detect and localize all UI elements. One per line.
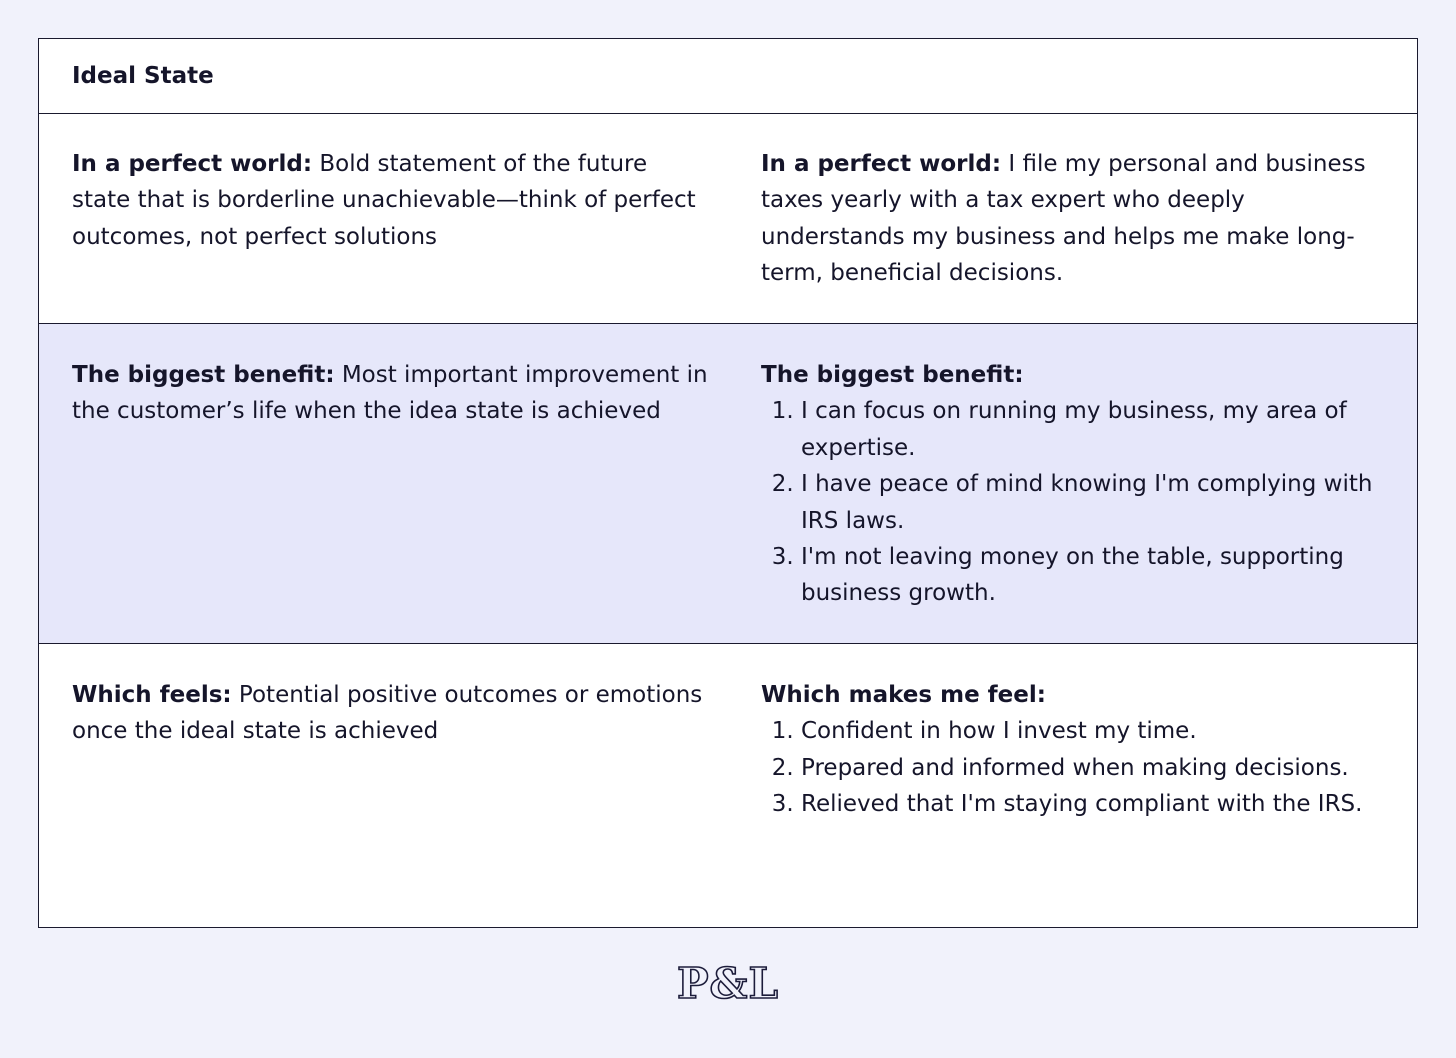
row-description: Potential positive outcomes or emotions once the ideal state is achieved — [72, 682, 703, 745]
list-item: 2. I have peace of mind knowing I'm complying with IRS laws. — [801, 466, 1387, 539]
row-description: Bold statement of the future state that is borderline unachievable—think of perfect outcomes, not perfect solutions — [72, 151, 696, 250]
row-label: The biggest benefit: — [72, 362, 335, 388]
list-item: 2. Prepared and informed when making decisions. — [801, 750, 1387, 786]
example-label: Which makes me feel: — [761, 682, 1046, 708]
example-label: In a perfect world: — [761, 151, 1002, 177]
row-description: Most important improvement in the customer’s life when the idea state is achieved — [72, 362, 708, 425]
description-cell — [39, 324, 728, 643]
table-row — [39, 644, 1417, 925]
table-title: Ideal State — [72, 63, 214, 89]
table-row — [39, 324, 1417, 644]
list-item: 1. I can focus on running my business, my area of expertise. — [801, 393, 1387, 466]
row-label: In a perfect world: — [72, 151, 313, 177]
description-cell — [39, 114, 728, 323]
example-text: I file my personal and business taxes yearly with a tax expert who deeply understands my business and helps me make long-term, beneficial decisions. — [761, 151, 1366, 287]
pl-logo — [0, 958, 1456, 1010]
example-label: The biggest benefit: — [761, 362, 1024, 388]
logo-text: P&L — [676, 959, 780, 1008]
list-item: 3. Relieved that I'm staying compliant with the IRS. — [801, 786, 1387, 822]
example-cell — [728, 114, 1417, 323]
table-header — [39, 39, 1417, 114]
feelings-list — [761, 713, 1387, 822]
ideal-state-table — [38, 38, 1418, 928]
table-row — [39, 114, 1417, 324]
description-cell — [39, 644, 728, 925]
example-cell — [728, 644, 1417, 925]
example-cell — [728, 324, 1417, 643]
benefit-list — [761, 393, 1387, 611]
row-label: Which feels: — [72, 682, 232, 708]
list-item: 3. I'm not leaving money on the table, supporting business growth. — [801, 539, 1387, 612]
list-item: 1. Confident in how I invest my time. — [801, 713, 1387, 749]
